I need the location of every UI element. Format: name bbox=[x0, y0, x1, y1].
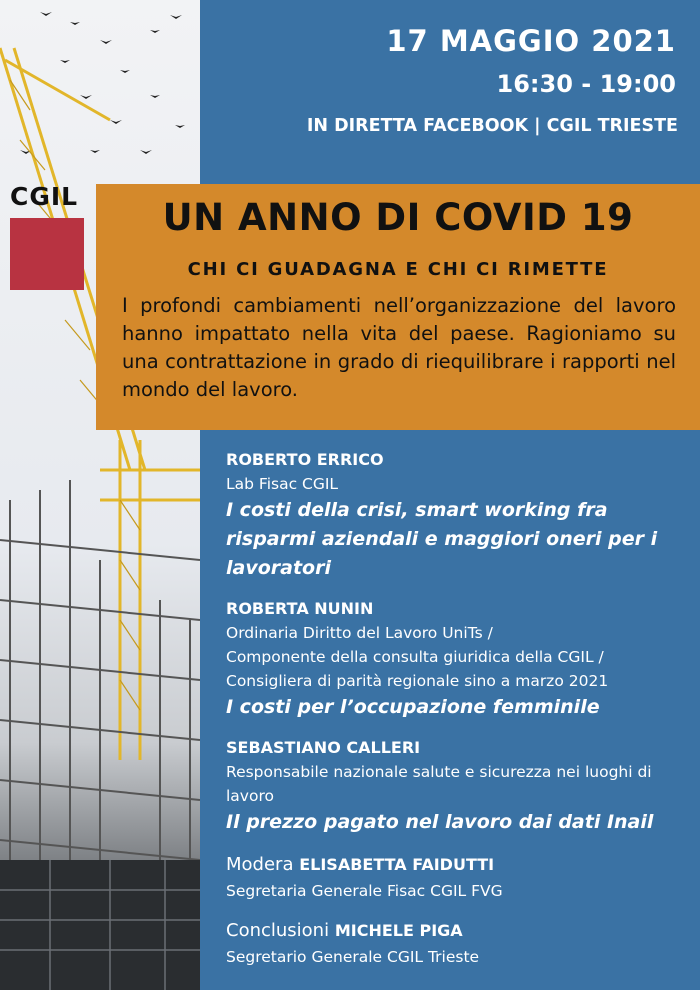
moderator-line bbox=[226, 851, 686, 879]
speaker-role: Consigliera di parità regionale sino a marzo 2021 bbox=[226, 672, 609, 690]
conclusions-role: Segretario Generale CGIL Trieste bbox=[226, 948, 480, 966]
title-panel bbox=[96, 184, 700, 430]
moderator-role: Segretaria Generale Fisac CGIL FVG bbox=[226, 882, 503, 900]
cgil-logo-square bbox=[10, 218, 84, 290]
event-time: 16:30 - 19:00 bbox=[496, 70, 676, 98]
event-date: 17 MAGGIO 2021 bbox=[386, 24, 676, 58]
speaker-role: Responsabile nazionale salute e sicurezza nei luoghi di lavoro bbox=[226, 763, 652, 805]
speaker-item bbox=[226, 597, 686, 722]
speaker-role: Ordinaria Diritto del Lavoro UniTs / bbox=[226, 624, 493, 642]
speaker-item bbox=[226, 736, 686, 837]
speaker-name: SEBASTIANO CALLERI bbox=[226, 738, 421, 757]
speaker-role: Componente della consulta giuridica della CGIL / bbox=[226, 648, 604, 666]
conclusions-name: MICHELE PIGA bbox=[334, 921, 463, 940]
event-description: I profondi cambiamenti nell’organizzazione del lavoro hanno impattato nella vita del paese. Ragioniamo su una contrattazione in grado di riequilibrare i rapporti nel mondo del lavoro. bbox=[122, 294, 676, 401]
livestream-info: IN DIRETTA FACEBOOK | CGIL TRIESTE bbox=[306, 116, 678, 136]
talk-title: I costi per l’occupazione femminile bbox=[226, 696, 600, 718]
speaker-role: Lab Fisac CGIL bbox=[226, 475, 339, 493]
building-base bbox=[0, 860, 200, 990]
speaker-item bbox=[226, 448, 686, 583]
event-subtitle: CHI CI GUADAGNA E CHI CI RIMETTE bbox=[187, 259, 609, 280]
speaker-name: ROBERTO ERRICO bbox=[226, 450, 384, 469]
conclusions-item bbox=[226, 917, 686, 969]
crane-illustration bbox=[0, 0, 200, 990]
construction-crane-photo bbox=[0, 0, 200, 990]
conclusions-prefix: Conclusioni bbox=[226, 920, 330, 941]
moderator-item bbox=[226, 851, 686, 903]
event-title: UN ANNO DI COVID 19 bbox=[162, 196, 634, 239]
conclusions-line bbox=[226, 917, 686, 945]
speakers-list bbox=[226, 448, 686, 983]
talk-title: Il prezzo pagato nel lavoro dai dati Inail bbox=[226, 811, 654, 833]
talk-title: I costi della crisi, smart working fra risparmi aziendali e maggiori oneri per i lavoratori bbox=[226, 499, 658, 579]
moderator-prefix: Modera bbox=[226, 854, 294, 875]
cgil-logo-text: CGIL bbox=[10, 182, 79, 211]
cgil-logo bbox=[10, 182, 84, 290]
speaker-name: ROBERTA NUNIN bbox=[226, 599, 374, 618]
moderator-name: ELISABETTA FAIDUTTI bbox=[299, 855, 495, 874]
